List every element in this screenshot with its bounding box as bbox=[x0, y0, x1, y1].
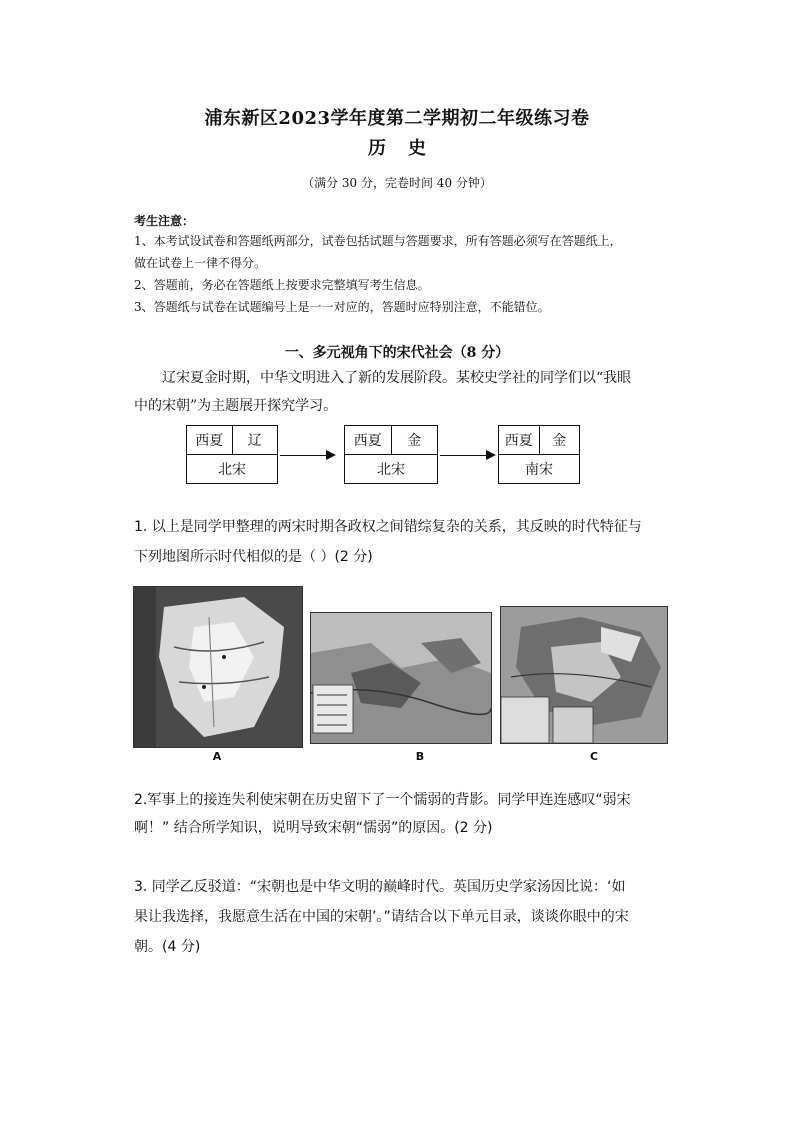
arrow-icon bbox=[280, 455, 334, 456]
regime-label: 南宋 bbox=[525, 462, 553, 478]
regime-label: 西夏 bbox=[345, 426, 392, 454]
map-label-c: C bbox=[589, 750, 599, 763]
subject-title: 历史 bbox=[368, 138, 448, 159]
map-image-c bbox=[500, 606, 668, 744]
map-image-b bbox=[310, 612, 492, 744]
regime-box-2 bbox=[344, 425, 438, 484]
regime-label: 金 bbox=[407, 433, 422, 449]
regime-box-3 bbox=[498, 425, 580, 484]
question-2: 啊！” 结合所学知识，说明导致宋朝“懦弱”的原因。(2 分) bbox=[134, 820, 493, 836]
notice-item: 1、本考试设试卷和答题纸两部分，试卷包括试题与答题要求，所有答题必须写在答题纸上， bbox=[134, 234, 622, 248]
regime-label: 西夏 bbox=[187, 426, 233, 454]
regime-label: 辽 bbox=[247, 433, 262, 449]
intro-text: 辽宋夏金时期，中华文明进入了新的发展阶段。某校史学社的同学们以“我眼 bbox=[162, 370, 632, 386]
intro-text: 中的宋朝”为主题展开探究学习。 bbox=[134, 398, 338, 414]
regime-label: 北宋 bbox=[218, 462, 246, 478]
score-info: （满分 30 分，完卷时间 40 分钟） bbox=[302, 176, 492, 190]
notice-item: 2、答题前，务必在答题纸上按要求完整填写考生信息。 bbox=[134, 278, 430, 292]
section-title: 一、多元视角下的宋代社会（8 分） bbox=[284, 345, 510, 361]
regime-label: 西夏 bbox=[499, 426, 540, 454]
question-1: 下列地图所示时代相似的是（ ）(2 分) bbox=[134, 549, 373, 565]
map-label-b: B bbox=[415, 750, 425, 763]
arrow-icon bbox=[440, 455, 494, 456]
question-1: 1. 以上是同学甲整理的两宋时期各政权之间错综复杂的关系，其反映的时代特征与 bbox=[134, 519, 642, 535]
map-label-a: A bbox=[212, 750, 222, 763]
question-3: 朝。(4 分) bbox=[134, 939, 201, 955]
question-2: 2.军事上的接连失利使宋朝在历史留下了一个懦弱的背影。同学甲连连感叹“弱宋 bbox=[134, 792, 631, 808]
regime-label: 金 bbox=[552, 433, 567, 449]
question-3: 果让我选择，我愿意生活在中国的宋朝’。”请结合以下单元目录，谈谈你眼中的宋 bbox=[134, 909, 629, 925]
map-image-a bbox=[133, 586, 303, 748]
regime-label: 北宋 bbox=[377, 462, 405, 478]
notice-heading: 考生注意： bbox=[134, 214, 195, 228]
notice-item: 做在试卷上一律不得分。 bbox=[134, 256, 267, 270]
question-3: 3. 同学乙反驳道：“宋朝也是中华文明的巅峰时代。英国历史学家汤因比说：‘如 bbox=[134, 879, 626, 895]
regime-box-1 bbox=[186, 425, 278, 484]
exam-title: 浦东新区2023学年度第二学期初二年级练习卷 bbox=[204, 108, 590, 129]
notice-item: 3、答题纸与试卷在试题编号上是一一对应的，答题时应特别注意，不能错位。 bbox=[134, 300, 550, 314]
